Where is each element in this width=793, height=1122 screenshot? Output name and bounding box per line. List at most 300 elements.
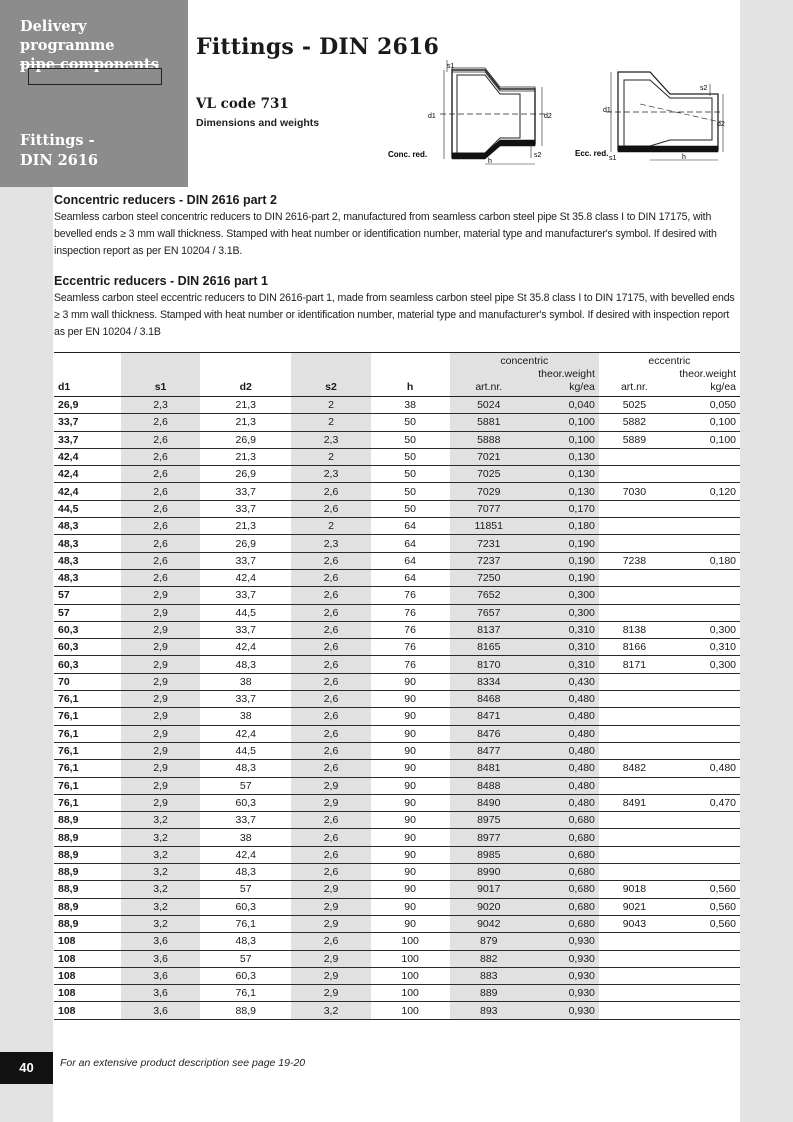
table-row <box>54 898 740 915</box>
cell-h: 100 <box>371 933 450 950</box>
cell-ecc-artnr: 8491 <box>599 794 670 811</box>
table-row <box>54 483 740 500</box>
cell-s2: 2,6 <box>291 656 370 673</box>
cell-s1: 2,6 <box>121 414 200 431</box>
conc-s1-label: s1 <box>447 63 455 70</box>
cell-d2: 88,9 <box>200 1002 291 1019</box>
cell-ecc-artnr <box>599 933 670 950</box>
cell-ecc-weight: 0,560 <box>670 898 740 915</box>
cell-s2: 2,6 <box>291 812 370 829</box>
cell-ecc-weight: 0,300 <box>670 621 740 638</box>
col-s1: s1 <box>121 381 200 397</box>
cell-s2: 2,6 <box>291 760 370 777</box>
cell-d2: 21,3 <box>200 414 291 431</box>
conc-caption: Conc. red. <box>388 150 428 159</box>
cell-h: 76 <box>371 587 450 604</box>
group-eccentric: eccentric <box>599 353 740 368</box>
cell-s1: 2,6 <box>121 518 200 535</box>
cell-conc-weight: 0,680 <box>528 846 599 863</box>
table-row <box>54 881 740 898</box>
cell-s2: 2,9 <box>291 967 370 984</box>
cell-ecc-artnr: 9043 <box>599 915 670 932</box>
cell-s1: 2,9 <box>121 656 200 673</box>
cell-s1: 2,6 <box>121 431 200 448</box>
cell-s1: 3,2 <box>121 881 200 898</box>
cell-d2: 60,3 <box>200 967 291 984</box>
cell-s1: 2,9 <box>121 587 200 604</box>
cell-ecc-weight <box>670 448 740 465</box>
cell-conc-artnr: 7231 <box>450 535 528 552</box>
cell-s2: 2 <box>291 518 370 535</box>
cell-h: 50 <box>371 483 450 500</box>
cell-d1: 108 <box>54 1002 121 1019</box>
cell-d2: 44,5 <box>200 742 291 759</box>
table-row <box>54 864 740 881</box>
cell-d1: 42,4 <box>54 466 121 483</box>
cell-d2: 38 <box>200 708 291 725</box>
conc-theor-weight: theor.weight <box>528 367 599 381</box>
table-row <box>54 915 740 932</box>
cell-conc-weight: 0,480 <box>528 760 599 777</box>
cell-s2: 2,9 <box>291 898 370 915</box>
cell-h: 90 <box>371 812 450 829</box>
cell-d2: 48,3 <box>200 933 291 950</box>
cell-conc-artnr: 8170 <box>450 656 528 673</box>
cell-s1: 2,9 <box>121 673 200 690</box>
table-row <box>54 604 740 621</box>
cell-conc-weight: 0,190 <box>528 552 599 569</box>
cell-conc-artnr: 8334 <box>450 673 528 690</box>
cell-conc-artnr: 883 <box>450 967 528 984</box>
cell-ecc-weight <box>670 587 740 604</box>
col-ecc-artnr: art.nr. <box>599 381 670 397</box>
cell-s2: 3,2 <box>291 1002 370 1019</box>
cell-s2: 2,6 <box>291 846 370 863</box>
table-row <box>54 725 740 742</box>
cell-d1: 76,1 <box>54 691 121 708</box>
cell-h: 100 <box>371 950 450 967</box>
cell-ecc-artnr <box>599 812 670 829</box>
cell-d2: 38 <box>200 829 291 846</box>
cell-s2: 2 <box>291 448 370 465</box>
cell-conc-weight: 0,680 <box>528 898 599 915</box>
cell-s1: 2,9 <box>121 604 200 621</box>
cell-ecc-weight: 0,470 <box>670 794 740 811</box>
cell-ecc-artnr <box>599 846 670 863</box>
cell-d1: 57 <box>54 587 121 604</box>
cell-s1: 2,6 <box>121 569 200 586</box>
cell-d2: 33,7 <box>200 552 291 569</box>
cell-ecc-artnr <box>599 777 670 794</box>
cell-s2: 2 <box>291 397 370 414</box>
cell-conc-artnr: 8977 <box>450 829 528 846</box>
ecc-d1-label: d1 <box>603 107 611 114</box>
cell-s1: 3,6 <box>121 933 200 950</box>
cell-s2: 2,6 <box>291 742 370 759</box>
cell-conc-weight: 0,040 <box>528 397 599 414</box>
cell-s2: 2,6 <box>291 639 370 656</box>
cell-ecc-artnr: 5025 <box>599 397 670 414</box>
cell-h: 64 <box>371 552 450 569</box>
cell-d2: 42,4 <box>200 639 291 656</box>
cell-conc-artnr: 9042 <box>450 915 528 932</box>
dimensions-table <box>54 352 740 1020</box>
cell-d1: 88,9 <box>54 846 121 863</box>
cell-conc-weight: 0,680 <box>528 812 599 829</box>
cell-conc-weight: 0,190 <box>528 569 599 586</box>
cell-d1: 88,9 <box>54 898 121 915</box>
cell-conc-weight: 0,930 <box>528 1002 599 1019</box>
cell-ecc-artnr <box>599 708 670 725</box>
cell-conc-artnr: 7029 <box>450 483 528 500</box>
sidebar-title <box>20 17 180 74</box>
cell-s2: 2,9 <box>291 794 370 811</box>
concentric-section <box>54 193 740 260</box>
sidebar-sub-2: DIN 2616 <box>20 152 99 169</box>
sidebar-line-1: Delivery <box>20 18 87 35</box>
cell-conc-weight: 0,100 <box>528 414 599 431</box>
cell-s2: 2,6 <box>291 569 370 586</box>
cell-s2: 2,3 <box>291 535 370 552</box>
cell-s1: 3,6 <box>121 950 200 967</box>
cell-conc-weight: 0,480 <box>528 725 599 742</box>
cell-ecc-artnr <box>599 725 670 742</box>
cell-ecc-artnr: 5889 <box>599 431 670 448</box>
cell-h: 100 <box>371 985 450 1002</box>
cell-d1: 108 <box>54 933 121 950</box>
cell-conc-artnr: 8468 <box>450 691 528 708</box>
cell-ecc-weight <box>670 691 740 708</box>
cell-d1: 48,3 <box>54 552 121 569</box>
cell-s1: 3,6 <box>121 967 200 984</box>
cell-h: 90 <box>371 673 450 690</box>
sidebar-frame <box>28 68 162 85</box>
cell-ecc-artnr: 7238 <box>599 552 670 569</box>
cell-ecc-weight <box>670 777 740 794</box>
cell-conc-artnr: 8990 <box>450 864 528 881</box>
cell-h: 64 <box>371 535 450 552</box>
cell-s2: 2,6 <box>291 829 370 846</box>
cell-s1: 2,3 <box>121 397 200 414</box>
cell-ecc-artnr: 7030 <box>599 483 670 500</box>
table-row <box>54 933 740 950</box>
cell-d1: 42,4 <box>54 483 121 500</box>
cell-s1: 2,6 <box>121 466 200 483</box>
table-row <box>54 639 740 656</box>
col-s2: s2 <box>291 381 370 397</box>
cell-conc-weight: 0,300 <box>528 587 599 604</box>
cell-s2: 2,6 <box>291 864 370 881</box>
footnote: For an extensive product description see page 19-20 <box>60 1057 306 1069</box>
table-row <box>54 708 740 725</box>
cell-ecc-artnr <box>599 742 670 759</box>
cell-conc-artnr: 8481 <box>450 760 528 777</box>
table-row <box>54 621 740 638</box>
cell-ecc-weight <box>670 673 740 690</box>
cell-d1: 88,9 <box>54 881 121 898</box>
cell-s2: 2,6 <box>291 933 370 950</box>
cell-ecc-artnr <box>599 985 670 1002</box>
cell-ecc-weight <box>670 812 740 829</box>
cell-d2: 38 <box>200 673 291 690</box>
cell-ecc-weight: 0,180 <box>670 552 740 569</box>
cell-ecc-weight <box>670 500 740 517</box>
cell-h: 90 <box>371 864 450 881</box>
cell-ecc-artnr <box>599 864 670 881</box>
cell-d2: 33,7 <box>200 500 291 517</box>
cell-d1: 42,4 <box>54 448 121 465</box>
table-row <box>54 587 740 604</box>
cell-s2: 2,9 <box>291 915 370 932</box>
cell-conc-artnr: 8471 <box>450 708 528 725</box>
concentric-title: Concentric reducers - DIN 2616 part 2 <box>54 193 277 207</box>
cell-ecc-weight <box>670 725 740 742</box>
cell-s2: 2 <box>291 414 370 431</box>
cell-ecc-weight <box>670 1002 740 1019</box>
cell-d1: 76,1 <box>54 742 121 759</box>
cell-d2: 42,4 <box>200 846 291 863</box>
cell-h: 50 <box>371 414 450 431</box>
cell-h: 64 <box>371 518 450 535</box>
cell-d1: 88,9 <box>54 864 121 881</box>
cell-conc-weight: 0,130 <box>528 483 599 500</box>
cell-d1: 76,1 <box>54 725 121 742</box>
cell-ecc-artnr <box>599 587 670 604</box>
cell-d1: 108 <box>54 985 121 1002</box>
table-row <box>54 569 740 586</box>
cell-d2: 76,1 <box>200 915 291 932</box>
cell-ecc-artnr: 8482 <box>599 760 670 777</box>
cell-conc-artnr: 7657 <box>450 604 528 621</box>
cell-s2: 2,6 <box>291 725 370 742</box>
cell-d1: 108 <box>54 967 121 984</box>
cell-ecc-artnr <box>599 950 670 967</box>
cell-ecc-weight <box>670 829 740 846</box>
col-ecc-kg: kg/ea <box>670 381 740 397</box>
cell-d1: 60,3 <box>54 621 121 638</box>
col-h: h <box>371 381 450 397</box>
cell-d2: 33,7 <box>200 621 291 638</box>
cell-conc-weight: 0,480 <box>528 777 599 794</box>
cell-conc-weight: 0,130 <box>528 466 599 483</box>
cell-ecc-artnr <box>599 535 670 552</box>
cell-s1: 2,9 <box>121 725 200 742</box>
cell-ecc-weight <box>670 466 740 483</box>
cell-ecc-weight <box>670 742 740 759</box>
cell-h: 38 <box>371 397 450 414</box>
ecc-s2-label: s2 <box>700 85 708 92</box>
cell-conc-artnr: 8477 <box>450 742 528 759</box>
cell-s1: 2,6 <box>121 552 200 569</box>
col-conc-kg: kg/ea <box>528 381 599 397</box>
cell-conc-weight: 0,180 <box>528 518 599 535</box>
table-row <box>54 950 740 967</box>
ecc-theor-weight: theor.weight <box>679 368 736 380</box>
sidebar-line-3: pipe components <box>20 56 159 73</box>
cell-ecc-weight: 0,050 <box>670 397 740 414</box>
conc-s2-label: s2 <box>534 152 542 159</box>
cell-d2: 21,3 <box>200 518 291 535</box>
cell-ecc-artnr <box>599 448 670 465</box>
cell-conc-weight: 0,310 <box>528 639 599 656</box>
cell-ecc-artnr: 9018 <box>599 881 670 898</box>
cell-ecc-artnr <box>599 691 670 708</box>
cell-conc-weight: 0,300 <box>528 604 599 621</box>
table-row <box>54 552 740 569</box>
cell-h: 50 <box>371 500 450 517</box>
cell-ecc-weight <box>670 604 740 621</box>
concentric-reducer-drawing <box>388 60 552 165</box>
table-row <box>54 535 740 552</box>
conc-h-label: h <box>488 158 492 165</box>
cell-d2: 26,9 <box>200 431 291 448</box>
cell-s1: 2,9 <box>121 691 200 708</box>
cell-conc-weight: 0,170 <box>528 500 599 517</box>
cell-s1: 3,2 <box>121 898 200 915</box>
cell-conc-artnr: 5888 <box>450 431 528 448</box>
table-row <box>54 742 740 759</box>
cell-conc-artnr: 8165 <box>450 639 528 656</box>
col-conc-artnr: art.nr. <box>450 381 528 397</box>
cell-h: 76 <box>371 639 450 656</box>
table-row <box>54 691 740 708</box>
eccentric-title: Eccentric reducers - DIN 2616 part 1 <box>54 274 268 288</box>
cell-conc-weight: 0,480 <box>528 708 599 725</box>
cell-d1: 48,3 <box>54 569 121 586</box>
cell-h: 90 <box>371 742 450 759</box>
table-row <box>54 777 740 794</box>
cell-conc-artnr: 7025 <box>450 466 528 483</box>
table-row <box>54 518 740 535</box>
cell-s2: 2,9 <box>291 985 370 1002</box>
reducer-diagrams <box>380 58 740 174</box>
cell-ecc-weight: 0,310 <box>670 639 740 656</box>
cell-h: 90 <box>371 777 450 794</box>
cell-ecc-artnr <box>599 518 670 535</box>
cell-s2: 2,6 <box>291 691 370 708</box>
table-row <box>54 448 740 465</box>
cell-s1: 2,9 <box>121 794 200 811</box>
cell-d1: 26,9 <box>54 397 121 414</box>
cell-s1: 2,9 <box>121 621 200 638</box>
cell-ecc-weight: 0,100 <box>670 431 740 448</box>
cell-conc-weight: 0,480 <box>528 742 599 759</box>
cell-s2: 2,6 <box>291 621 370 638</box>
cell-d2: 21,3 <box>200 397 291 414</box>
cell-h: 90 <box>371 725 450 742</box>
cell-ecc-weight: 0,480 <box>670 760 740 777</box>
cell-d2: 33,7 <box>200 483 291 500</box>
table-row <box>54 760 740 777</box>
cell-h: 90 <box>371 794 450 811</box>
cell-ecc-weight <box>670 535 740 552</box>
cell-d1: 76,1 <box>54 777 121 794</box>
cell-d1: 48,3 <box>54 518 121 535</box>
cell-d1: 88,9 <box>54 829 121 846</box>
cell-conc-artnr: 8490 <box>450 794 528 811</box>
cell-ecc-artnr <box>599 604 670 621</box>
cell-conc-artnr: 889 <box>450 985 528 1002</box>
cell-d2: 44,5 <box>200 604 291 621</box>
sidebar-box <box>0 0 188 187</box>
cell-d2: 21,3 <box>200 448 291 465</box>
cell-s1: 3,2 <box>121 846 200 863</box>
cell-s2: 2,3 <box>291 431 370 448</box>
eccentric-section <box>54 274 740 341</box>
cell-conc-artnr: 8985 <box>450 846 528 863</box>
cell-h: 64 <box>371 569 450 586</box>
cell-conc-artnr: 7652 <box>450 587 528 604</box>
cell-d2: 33,7 <box>200 587 291 604</box>
ecc-h-label: h <box>682 154 686 161</box>
table-row <box>54 397 740 414</box>
cell-conc-artnr: 882 <box>450 950 528 967</box>
cell-conc-artnr: 9020 <box>450 898 528 915</box>
cell-s1: 2,9 <box>121 708 200 725</box>
cell-conc-artnr: 879 <box>450 933 528 950</box>
cell-ecc-weight: 0,560 <box>670 881 740 898</box>
cell-conc-artnr: 8137 <box>450 621 528 638</box>
sidebar-subtitle <box>20 131 180 171</box>
cell-ecc-artnr: 8138 <box>599 621 670 638</box>
cell-h: 100 <box>371 967 450 984</box>
cell-d2: 48,3 <box>200 864 291 881</box>
sidebar-sub-1: Fittings - <box>20 132 95 149</box>
cell-ecc-weight: 0,120 <box>670 483 740 500</box>
cell-s2: 2,6 <box>291 673 370 690</box>
cell-conc-weight: 0,930 <box>528 933 599 950</box>
cell-ecc-weight <box>670 985 740 1002</box>
cell-s1: 3,2 <box>121 829 200 846</box>
ecc-s1-label: s1 <box>609 155 617 162</box>
cell-s2: 2,6 <box>291 483 370 500</box>
cell-d2: 60,3 <box>200 898 291 915</box>
cell-conc-artnr: 9017 <box>450 881 528 898</box>
cell-s1: 3,6 <box>121 1002 200 1019</box>
group-concentric: concentric <box>450 353 599 368</box>
cell-ecc-weight <box>670 518 740 535</box>
cell-h: 90 <box>371 915 450 932</box>
cell-s2: 2,6 <box>291 500 370 517</box>
page-number: 40 <box>0 1052 53 1084</box>
conc-d1-label: d1 <box>428 113 436 120</box>
table-row <box>54 656 740 673</box>
cell-ecc-artnr <box>599 829 670 846</box>
table-row <box>54 466 740 483</box>
cell-h: 50 <box>371 431 450 448</box>
cell-d2: 57 <box>200 777 291 794</box>
cell-conc-weight: 0,680 <box>528 864 599 881</box>
cell-conc-artnr: 893 <box>450 1002 528 1019</box>
cell-conc-artnr: 5024 <box>450 397 528 414</box>
cell-ecc-weight <box>670 708 740 725</box>
cell-conc-artnr: 7237 <box>450 552 528 569</box>
cell-d1: 60,3 <box>54 656 121 673</box>
cell-ecc-artnr <box>599 500 670 517</box>
cell-s2: 2,6 <box>291 708 370 725</box>
cell-conc-artnr: 8975 <box>450 812 528 829</box>
cell-s2: 2,9 <box>291 777 370 794</box>
cell-conc-artnr: 8488 <box>450 777 528 794</box>
col-d1: d1 <box>54 381 121 397</box>
cell-h: 76 <box>371 621 450 638</box>
cell-s1: 2,9 <box>121 760 200 777</box>
cell-h: 90 <box>371 846 450 863</box>
cell-h: 50 <box>371 466 450 483</box>
cell-s1: 2,6 <box>121 483 200 500</box>
cell-conc-weight: 0,190 <box>528 535 599 552</box>
cell-conc-weight: 0,680 <box>528 915 599 932</box>
